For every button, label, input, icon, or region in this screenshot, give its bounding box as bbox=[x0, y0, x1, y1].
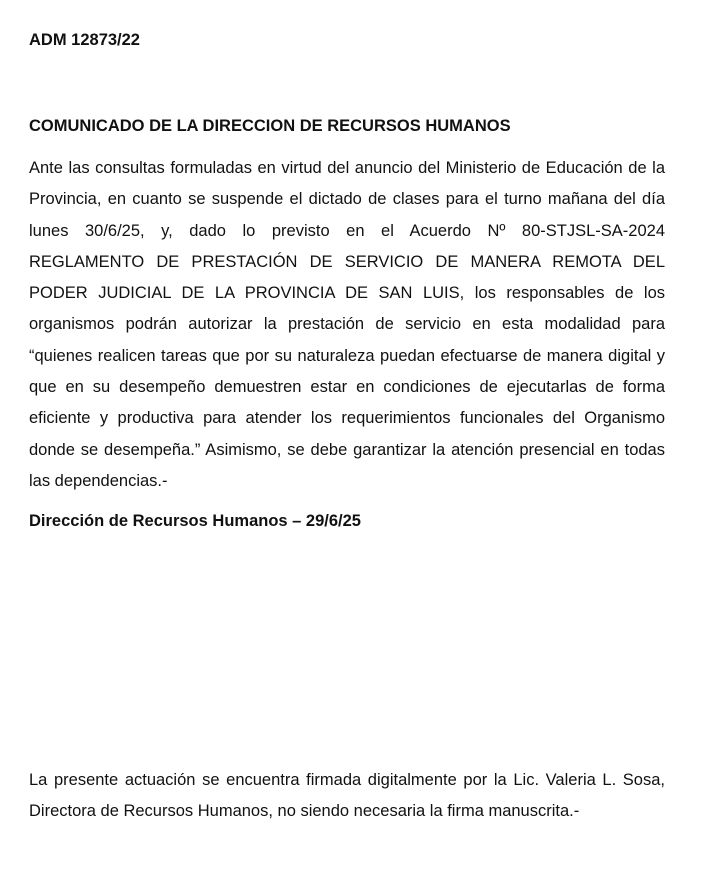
document-body: Ante las consultas formuladas en virtud del anuncio del Ministerio de Educación de la Provincia, en cuanto se suspende el dictado de clases para el turno mañana del día lunes 30/6/25, y, dado lo previsto en el Acuerdo Nº 80-STJSL-SA-2024 REGLAMENTO DE PRESTACIÓN DE SERVICIO DE MANERA REMOTA DEL PODER JUDICIAL DE LA PROVINCIA DE SAN LUIS, los responsables de los organismos podrán autorizar la prestación de servicio en esta modalidad para “quienes realicen tareas que por su naturaleza puedan efectuarse de manera digital y que en su desempeño demuestren estar en condiciones de ejecutarlas de forma eficiente y productiva para atender los requerimientos funcionales del Organismo donde se desempeña.” Asimismo, se debe garantizar la atención presencial en todas las dependencias.- bbox=[29, 159, 665, 490]
document-signoff: Dirección de Recursos Humanos – 29/6/25 bbox=[29, 512, 361, 530]
document-reference: ADM 12873/22 bbox=[29, 31, 140, 49]
digital-signature-note: La presente actuación se encuentra firmada digitalmente por la Lic. Valeria L. Sosa, Directora de Recursos Humanos, no siendo necesaria la firma manuscrita.- bbox=[29, 771, 665, 821]
document-title: COMUNICADO DE LA DIRECCION DE RECURSOS HUMANOS bbox=[29, 117, 511, 135]
